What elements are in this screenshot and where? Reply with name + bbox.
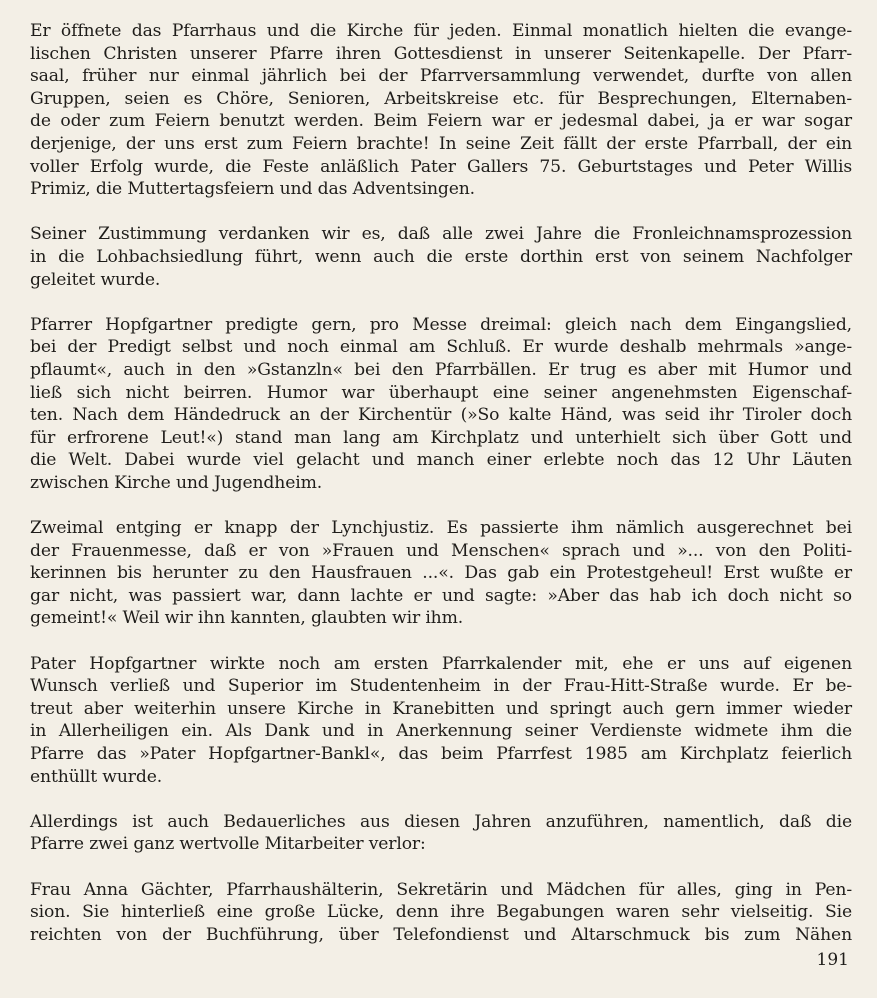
text-line: Frau Anna Gächter, Pfarrhaushälterin, Sekretärin und Mädchen für alles, ging in Pen- (30, 879, 852, 900)
text-line: Primiz, die Muttertagsfeiern und das Adventsingen. (30, 179, 475, 200)
text-line: Zweimal entging er knapp der Lynchjustiz. Es passierte ihm nämlich ausgerechnet bei (30, 518, 852, 539)
text-line: enthüllt wurde. (30, 766, 163, 787)
text-line: kerinnen bis herunter zu den Hausfrauen ...«. Das gab ein Protestgeheul! Erst wußte er (30, 563, 852, 584)
text-line: voller Erfolg wurde, die Feste anläßlich Pater Gallers 75. Geburtstages und Peter Willis (30, 156, 852, 177)
text-line: gemeint!« Weil wir ihn kannten, glaubten wir ihm. (30, 608, 464, 629)
text-line: sion. Sie hinterließ eine große Lücke, denn ihre Begabungen waren sehr vielseitig. Sie (30, 902, 852, 923)
text-line: in die Lohbachsiedlung führt, wenn auch die erste dorthin erst von seinem Nachfolger (30, 246, 852, 267)
text-line: lischen Christen unserer Pfarre ihren Gottesdienst in unserer Seitenkapelle. Der Pfarr- (30, 43, 852, 64)
paragraph-2 (30, 223, 852, 291)
text-line: die Welt. Dabei wurde viel gelacht und manch einer erlebte noch das 12 Uhr Läuten (30, 450, 852, 471)
text-line: ließ sich nicht beirren. Humor war überhaupt eine seiner angenehmsten Eigenschaf- (30, 382, 852, 403)
text-line: Allerdings ist auch Bedauerliches aus diesen Jahren anzuführen, namentlich, daß die (30, 811, 852, 832)
paragraph-1 (30, 20, 852, 201)
text-line: Pfarrer Hopfgartner predigte gern, pro Messe dreimal: gleich nach dem Eingangslied, (30, 314, 852, 335)
text-line: Seiner Zustimmung verdanken wir es, daß alle zwei Jahre die Fronleichnamsprozession (30, 224, 852, 245)
paragraph-4 (30, 517, 852, 630)
page-number: 191 (816, 950, 849, 970)
text-line: bei der Predigt selbst und noch einmal am Schluß. Er wurde deshalb mehrmals »ange- (30, 337, 852, 358)
text-line: zwischen Kirche und Jugendheim. (30, 472, 323, 493)
text-line: derjenige, der uns erst zum Feiern brachte! In seine Zeit fällt der erste Pfarrball, der ein (30, 133, 852, 154)
document-page (30, 20, 852, 969)
text-line: de oder zum Feiern benutzt werden. Beim Feiern war er jedesmal dabei, ja er war sogar (30, 111, 852, 132)
paragraph-5 (30, 653, 852, 789)
text-line: Pfarre das »Pater Hopfgartner-Bankl«, das beim Pfarrfest 1985 am Kirchplatz feierlich (30, 744, 852, 764)
text-line: Er öffnete das Pfarrhaus und die Kirche für jeden. Einmal monatlich hielten die evange- (30, 21, 852, 41)
text-line: Wunsch verließ und Superior im Studentenheim in der Frau-Hitt-Straße wurde. Er be- (30, 676, 852, 697)
text-line: gar nicht, was passiert war, dann lachte er und sagte: »Aber das hab ich doch nicht so (30, 585, 852, 606)
paragraph-3 (30, 314, 852, 495)
text-line: ten. Nach dem Händedruck an der Kirchentür (»So kalte Händ, was seid ihr Tiroler doch (30, 405, 852, 426)
text-line: saal, früher nur einmal jährlich bei der Pfarrversammlung verwendet, durfte von allen (30, 66, 852, 87)
text-line: Pfarre zwei ganz wertvolle Mitarbeiter verlor: (30, 834, 426, 855)
text-line: Pater Hopfgartner wirkte noch am ersten Pfarrkalender mit, ehe er uns auf eigenen (30, 653, 852, 674)
text-line: treut aber weiterhin unsere Kirche in Kranebitten und springt auch gern immer wieder (30, 698, 852, 719)
paragraph-6 (30, 811, 852, 856)
text-line: geleitet wurde. (30, 269, 161, 290)
text-line: der Frauenmesse, daß er von »Frauen und Menschen« sprach und »... von den Politi- (30, 540, 852, 561)
text-line: für erfrorene Leut!«) stand man lang am Kirchplatz und unterhielt sich über Gott und (30, 427, 852, 448)
text-line: in Allerheiligen ein. Als Dank und in Anerkennung seiner Verdienste widmete ihm die (30, 721, 852, 742)
paragraph-7 (30, 879, 852, 947)
text-line: reichten von der Buchführung, über Telefondienst und Altarschmuck bis zum Nähen (30, 924, 852, 945)
text-line: Gruppen, seien es Chöre, Senioren, Arbeitskreise etc. für Besprechungen, Elternaben- (30, 88, 852, 109)
text-line: pflaumt«, auch in den »Gstanzln« bei den Pfarrbällen. Er trug es aber mit Humor und (30, 359, 852, 380)
